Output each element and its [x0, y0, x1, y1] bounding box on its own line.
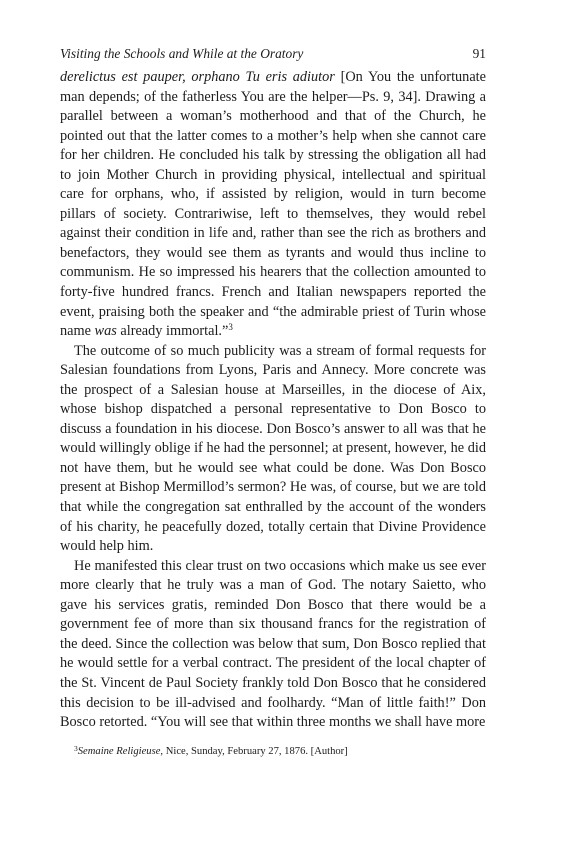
footnote-source-title: Semaine Religieuse [77, 745, 161, 757]
page-number: 91 [472, 46, 486, 61]
text-run: already immortal.” [116, 323, 229, 340]
paragraph [60, 557, 486, 733]
running-head [60, 46, 486, 66]
italic-text: was [94, 323, 117, 340]
body-text [60, 68, 486, 733]
text-run: The outcome of so much publicity was a stream of formal requests for Salesian foundations from Lyons, Paris and Annecy. More concrete was the prospect of a Salesian house at Marseilles, in the diocese of Aix, whose bishop dispatched a personal representative to Don Bosco to discuss a foundation in his diocese. Don Bosco’s answer to all was that he would willingly oblige if he had the personnel; at present, however, he did not have them, but he would see what could be done. Was Don Bosco present at Bishop Mermillod’s sermon? He was, of course, but we are told that while the congregation sat enthralled by the account of the wonders of his charity, he peacefully dozed, totally certain that Divine Providence would help him. [60, 342, 486, 555]
footnote-marker: 3 [74, 743, 78, 753]
footnote-text: , Nice, Sunday, February 27, 1876. [Author] [160, 745, 348, 757]
footnote [60, 743, 486, 757]
running-head-title: Visiting the Schools and While at the Oratory [60, 46, 304, 61]
footnote-reference: 3 [228, 322, 233, 333]
paragraph [60, 68, 486, 342]
text-run: He manifested this clear trust on two occasions which make us see ever more clearly that he truly was a man of God. The notary Saietto, who gave his services gratis, reminded Don Bosco that there would be a government fee of more than six thousand francs for the registration of the deed. Since the collection was below that sum, Don Bosco replied that he would settle for a verbal contract. The president of the local chapter of the St. Vincent de Paul Society frankly told Don Bosco that he considered this decision to be ill-advised and foolhardy. “Man of little faith!” Don Bosco retorted. “You will see that within three months we shall have more [60, 557, 486, 731]
italic-text: derelictus est pauper, orphano Tu eris adiutor [60, 69, 335, 85]
text-run: [On You the unfortunate man depends; of the fatherless You are the helper—Ps. 9, 34]. Drawing a parallel between a woman’s motherhood and that of the Church, he pointed out that the latter comes to a mother’s help when she cannot care for her children. He concluded his talk by stressing the obligation all had to join Mother Church in providing physical, intellectual and spiritual care for orphans, who, if assisted by religion, would in turn become pillars of society. Contrariwise, left to themselves, they would rebel against their condition in life and, rather than see the rich as brothers and benefactors, they would see them as tyrants and would thus incline to communism. He so impressed his hearers that the collection amounted to forty-five hundred francs. French and Italian newspapers reported the event, praising both the speaker and “the admirable priest of Turin whose name [60, 69, 486, 340]
book-page [60, 46, 486, 757]
paragraph [60, 342, 486, 557]
